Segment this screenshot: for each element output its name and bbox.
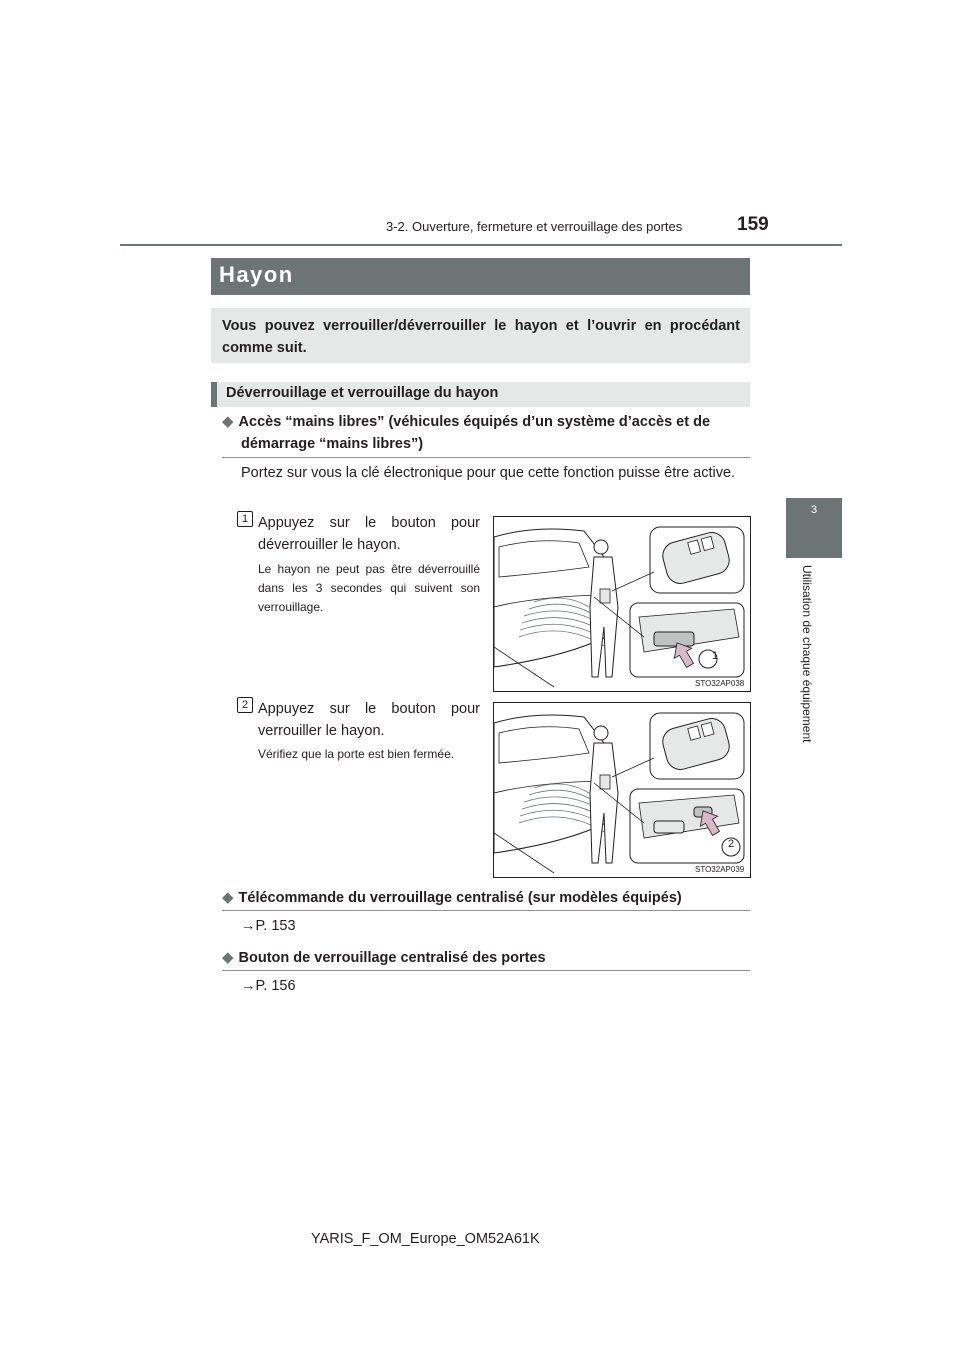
page-title: Hayon (219, 262, 294, 287)
chapter-label: Utilisation de chaque équipement (800, 565, 814, 743)
section-rule (222, 457, 750, 458)
header-rule (120, 244, 842, 246)
section-text: Portez sur vous la clé électronique pour que cette fonction puisse être active. (241, 465, 736, 481)
section-heading-hands-free: ◆ Accès “mains libres” (véhicules équipés d’un système d’accès et de démarrage “mains libres”) (222, 413, 711, 452)
diamond-bullet-icon: ◆ (222, 889, 234, 906)
step-text: Appuyez sur le bouton pour verrouiller le hayon. (258, 701, 480, 739)
step-number-badge: 2 (237, 697, 253, 713)
car-rear-key-illustration (494, 517, 750, 691)
figure-callout-number: 1 (711, 650, 719, 662)
intro-box (211, 308, 750, 363)
step-number-badge: 1 (237, 511, 253, 527)
car-rear-key-illustration (494, 703, 750, 877)
page-reference-link[interactable]: →P. 153 (241, 918, 296, 934)
step-note: Le hayon ne peut pas être déverrouillé dans les 3 secondes qui suivent son verrouillage. (258, 562, 480, 614)
figure-callout-number: 2 (727, 838, 735, 850)
diamond-bullet-icon: ◆ (222, 949, 234, 966)
diamond-bullet-icon: ◆ (222, 413, 234, 430)
intro-text: Vous pouvez verrouiller/déverrouiller le hayon et l’ouvrir en procédant comme suit. (222, 318, 740, 356)
page-reference-link[interactable]: →P. 156 (241, 978, 296, 994)
section-rule (222, 910, 750, 911)
section-heading-door-lock-button: ◆ Bouton de verrouillage centralisé des portes (222, 949, 546, 966)
step-note: Vérifiez que la porte est bien fermée. (258, 747, 455, 761)
running-header: 3-2. Ouverture, fermeture et verrouillage des portes (386, 219, 683, 234)
section-rule (222, 970, 750, 971)
figure-code: STO32AP039 (695, 865, 745, 874)
subsection-bar (211, 382, 750, 407)
subsection-title: Déverrouillage et verrouillage du hayon (226, 385, 499, 401)
page-title-bar (211, 258, 750, 295)
figure-lock-illustration (493, 702, 751, 878)
document-footer: YARIS_F_OM_Europe_OM52A61K (311, 1231, 540, 1247)
chapter-number: 3 (810, 504, 818, 516)
chapter-tab (786, 498, 842, 558)
figure-code: STO32AP038 (695, 679, 745, 688)
figure-unlock-illustration (493, 516, 751, 692)
section-heading-remote: ◆ Télécommande du verrouillage centralisé (sur modèles équipés) (222, 889, 682, 906)
step-text: Appuyez sur le bouton pour déverrouiller le hayon. (258, 515, 480, 553)
page-number: 159 (737, 214, 769, 235)
